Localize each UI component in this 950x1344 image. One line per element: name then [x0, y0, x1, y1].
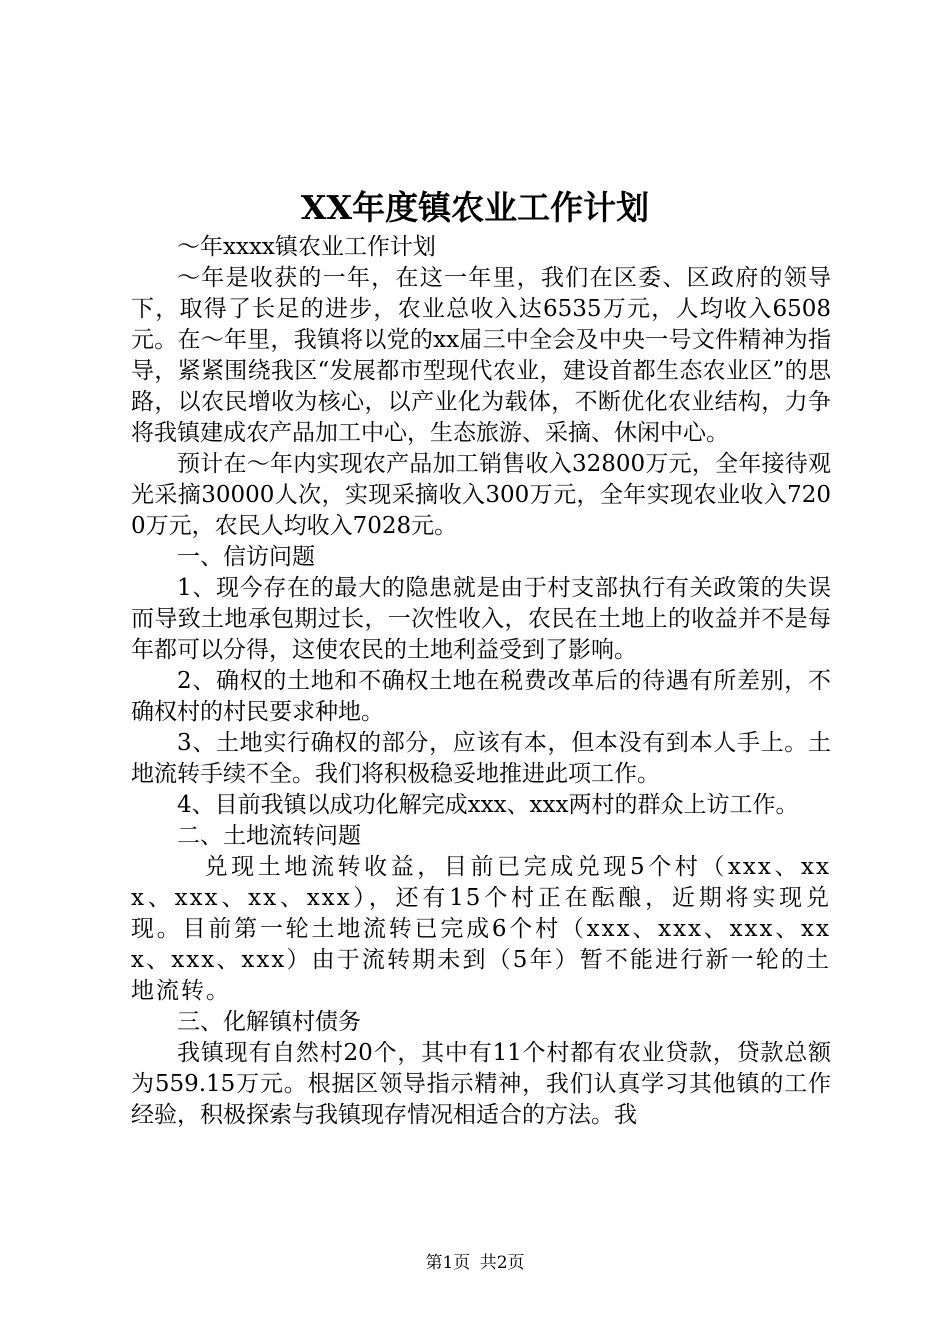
- page-total: 共2页: [479, 1253, 525, 1273]
- paragraph-intro: ～年是收获的一年，在这一年里，我们在区委、区政府的领导下，取得了长足的进步，农业总收入达6535万元，人均收入6508元。在～年里，我镇将以党的xx届三中全会及中央一号文件精神为指导，紧紧围绕我区“发展都市型现代农业，建设首都生态农业区”的思路，以农民增收为核心，以产业化为载体，不断优化农业结构，力争将我镇建成农产品加工中心，生态旅游、采摘、休闲中心。: [131, 265, 831, 446]
- page-number: 第1页: [425, 1253, 471, 1273]
- paragraph-debt: 我镇现有自然村20个，其中有11个村都有农业贷款，贷款总额为559.15万元。根据区领导指示精神，我们认真学习其他镇的工作经验，积极探索与我镇现存情况相适合的方法。我: [131, 1040, 831, 1128]
- section-heading-petition: 一、信访问题: [177, 544, 315, 570]
- section-heading-land-transfer: 二、土地流转问题: [177, 823, 361, 849]
- paragraph-petition-2: 2、确权的土地和不确权土地在税费改革后的待遇有所差别，不确权村的村民要求种地。: [131, 668, 831, 725]
- paragraph-subtitle: ～年xxxx镇农业工作计划: [177, 234, 436, 260]
- paragraph-petition-3: 3、土地实行确权的部分，应该有本，但本没有到本人手上。土地流转手续不全。我们将积极稳妥地推进此项工作。: [131, 730, 831, 787]
- section-heading-debt: 三、化解镇村债务: [177, 1009, 361, 1035]
- document-title: XX年度镇农业工作计划: [300, 188, 650, 227]
- paragraph-forecast: 预计在～年内实现农产品加工销售收入32800万元，全年接待观光采摘30000人次，实现采摘收入300万元，全年实现农业收入7200万元，农民人均收入7028元。: [131, 451, 831, 539]
- paragraph-petition-4: 4、目前我镇以成功化解完成xxx、xxx两村的群众上访工作。: [177, 792, 799, 818]
- page-footer: [0, 1252, 950, 1274]
- paragraph-land-transfer: 兑现土地流转收益，目前已完成兑现5个村（xxx、xxx、xxx、xx、xxx），还有15个村正在酝酿，近期将实现兑现。目前第一轮土地流转已完成6个村（xxx、xxx、xxx、xxx、xxx、xxx）由于流转期未到（5年）暂不能进行新一轮的土地流转。: [131, 854, 831, 1004]
- paragraph-petition-1: 1、现今存在的最大的隐患就是由于村支部执行有关政策的失误而导致土地承包期过长，一次性收入，农民在土地上的收益并不是每年都可以分得，这使农民的土地利益受到了影响。: [131, 575, 831, 663]
- document-body: [131, 232, 831, 1131]
